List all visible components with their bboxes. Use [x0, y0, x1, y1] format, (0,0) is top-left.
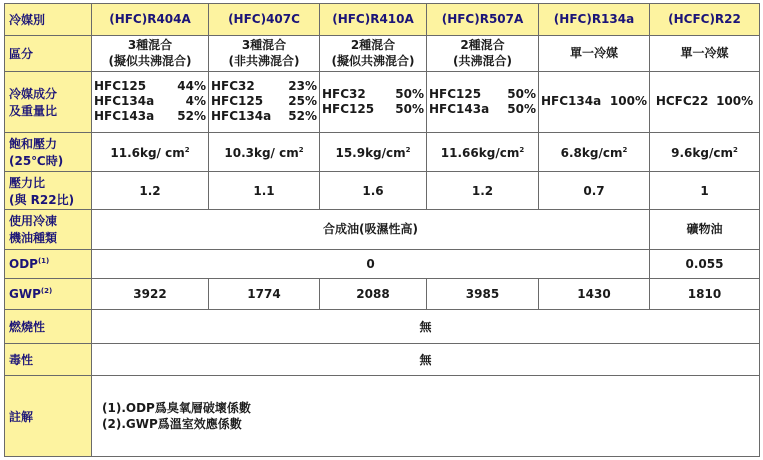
row-label: 使用冷凍 機油種類 [5, 210, 92, 249]
flammability-row [5, 310, 760, 344]
classification-cell: 單一冷媒 [650, 35, 760, 71]
flammability-cell: 無 [92, 310, 760, 344]
pressure-cell: $9.6kg/cm^2$ [650, 132, 760, 171]
composition-cell: HFC32 23% HFC125 25% HFC134a 52% [209, 72, 320, 133]
ratio-cell: 1.6 [320, 171, 427, 209]
composition-cell: HFC134a 100% [539, 72, 650, 133]
corner-header: 冷媒別 [5, 4, 92, 36]
ratio-cell: 1 [650, 171, 760, 209]
ratio-cell: 1.1 [209, 171, 320, 209]
classification-cell: 3種混合 (擬似共沸混合) [92, 35, 209, 71]
row-label: 毒性 [5, 344, 92, 376]
composition-cell: HFC32 50% HFC125 50% [320, 72, 427, 133]
row-label: 壓力比 (與 R22比) [5, 171, 92, 209]
row-label: 區分 [5, 35, 92, 71]
pressure-cell: $15.9kg/cm^2$ [320, 132, 427, 171]
classification-row [5, 35, 760, 71]
ratio-cell: 1.2 [92, 171, 209, 209]
oil-hfc-cell: 合成油(吸濕性高) [92, 210, 650, 249]
saturation-pressure-row [5, 132, 760, 171]
gwp-cell: 1810 [650, 279, 760, 310]
ratio-cell: 0.7 [539, 171, 650, 209]
refrigerant-header: (HFC)R410A [320, 4, 427, 36]
pressure-cell: 10.3kg/ $cm^2$ [209, 132, 320, 171]
classification-cell: 2種混合 (擬似共沸混合) [320, 35, 427, 71]
odp-hfc-cell: 0 [92, 249, 650, 279]
odp-hcfc-cell: 0.055 [650, 249, 760, 279]
gwp-cell: 3922 [92, 279, 209, 310]
row-label: 冷媒成分 及重量比 [5, 72, 92, 133]
composition-row [5, 72, 760, 133]
oil-row [5, 210, 760, 249]
gwp-cell: 2088 [320, 279, 427, 310]
notes-row [5, 376, 760, 457]
classification-cell: 2種混合 (共沸混合) [427, 35, 539, 71]
note-line: (2).GWP爲溫室效應係數 [102, 417, 242, 432]
pressure-cell: $11.66kg/cm^2$ [427, 132, 539, 171]
gwp-row [5, 279, 760, 310]
row-label: 飽和壓力 (25℃時) [5, 132, 92, 171]
composition-cell: HFC125 44% HFC134a 4% HFC143a 52% [92, 72, 209, 133]
note-line: (1).ODP爲臭氧層破壞係數 [102, 401, 251, 416]
row-label: 燃燒性 [5, 310, 92, 344]
classification-cell: 3種混合 (非共沸混合) [209, 35, 320, 71]
refrigerant-comparison-table [4, 3, 760, 457]
gwp-cell: 1774 [209, 279, 320, 310]
pressure-ratio-row [5, 171, 760, 209]
refrigerant-header: (HFC)407C [209, 4, 320, 36]
toxicity-row [5, 344, 760, 376]
composition-cell: HFC125 50% HFC143a 50% [427, 72, 539, 133]
ratio-cell: 1.2 [427, 171, 539, 209]
odp-row [5, 249, 760, 279]
notes-cell [92, 376, 760, 457]
refrigerant-header: (HFC)R134a [539, 4, 650, 36]
gwp-cell: 3985 [427, 279, 539, 310]
row-label: 註解 [5, 376, 92, 457]
gwp-cell: 1430 [539, 279, 650, 310]
classification-cell: 單一冷媒 [539, 35, 650, 71]
row-label: ODP$^{(1)}$ [5, 249, 92, 279]
refrigerant-header: (HCFC)R22 [650, 4, 760, 36]
refrigerant-header: (HFC)R404A [92, 4, 209, 36]
pressure-cell: 11.6kg/ $cm^2$ [92, 132, 209, 171]
pressure-cell: $6.8kg/cm^2$ [539, 132, 650, 171]
header-row [5, 4, 760, 36]
refrigerant-header: (HFC)R507A [427, 4, 539, 36]
oil-hcfc-cell: 礦物油 [650, 210, 760, 249]
row-label: GWP$^{(2)}$ [5, 279, 92, 310]
toxicity-cell: 無 [92, 344, 760, 376]
composition-cell: HCFC22 100% [650, 72, 760, 133]
